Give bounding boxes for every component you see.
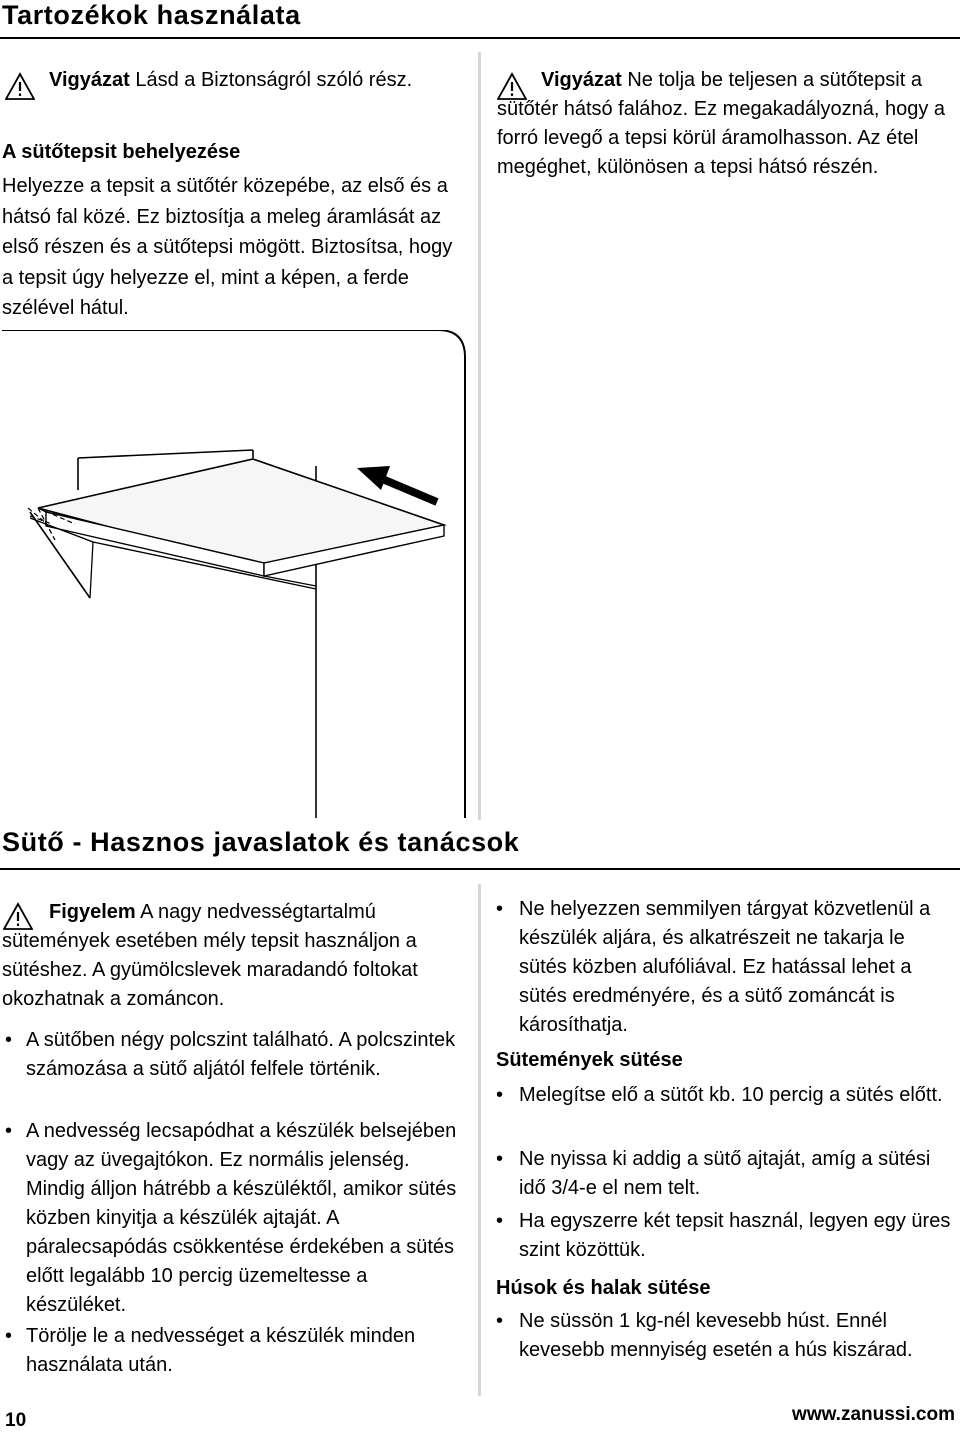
list-item: Melegítse elő a sütőt kb. 10 percig a sütés előtt. bbox=[519, 1084, 943, 1106]
warning-label: Vigyázat bbox=[541, 69, 622, 91]
list-item: Törölje le a nedvességet a készülék minden használata után. bbox=[26, 1325, 416, 1376]
bullet: • bbox=[496, 1210, 504, 1232]
intro-paragraph: Helyezze a tepsit a sütőtér közepébe, az első és a hátsó fal közé. Ez biztosítja a meleg áramlását az első részen és a sütőtepsi mögött. Biztosítsa, hogy a tepsit úgy helyezze el, mint a képen, a ferde szélével hátul. bbox=[2, 175, 453, 319]
caution-text: A nagy nedvességtartalmú sütemények esetében mély tepsit használjon a sütéshez. A gyümölcslevek maradandó foltokat okozhatnak a zománcon. bbox=[2, 901, 418, 1010]
website-url: www.zanussi.com bbox=[792, 1404, 955, 1425]
bullet: • bbox=[5, 1325, 13, 1347]
subheading-cakes: Sütemények sütése bbox=[496, 1049, 683, 1071]
list-item: A nedvesség lecsapódhat a készülék belsejében vagy az üvegajtókon. Ez normális jelenség. Mindig álljon hátrébb a készüléktől, amikor sütés közben kinyitja a készülék ajtaját. A páralecsapódás csökkentése érdekében a sütés előtt legalább 10 percig üzemeltesse a készüléket. bbox=[26, 1120, 457, 1316]
bullet: • bbox=[5, 1029, 13, 1051]
column-divider bbox=[478, 52, 481, 820]
caution-note bbox=[2, 898, 452, 1014]
caution-label: Figyelem bbox=[49, 901, 136, 923]
section-title: Tartozékok használata bbox=[2, 0, 301, 30]
title-rule bbox=[0, 37, 960, 39]
warning-right bbox=[497, 66, 955, 182]
subheading-meat: Húsok és halak sütése bbox=[496, 1277, 711, 1299]
list-item: Ne nyissa ki addig a sütő ajtaját, amíg a sütési idő 3/4-e el nem telt. bbox=[519, 1148, 931, 1199]
list-item: Ha egyszerre két tepsit használ, legyen egy üres szint közöttük. bbox=[519, 1210, 951, 1261]
bullet: • bbox=[496, 898, 504, 920]
warning-left bbox=[49, 66, 419, 95]
warning-label: Vigyázat bbox=[49, 69, 130, 91]
column-divider bbox=[478, 884, 481, 1396]
list-item: Ne süssön 1 kg-nél kevesebb húst. Ennél kevesebb mennyiség esetén a hús kiszárad. bbox=[519, 1310, 913, 1361]
section-title: Sütő - Hasznos javaslatok és tanácsok bbox=[2, 827, 520, 857]
bullet: • bbox=[496, 1310, 504, 1332]
warning-triangle-icon bbox=[5, 72, 35, 100]
baking-tray-illustration bbox=[0, 330, 470, 820]
bullet: • bbox=[496, 1084, 504, 1106]
page-number: 10 bbox=[5, 1410, 27, 1431]
push-arrow-icon bbox=[357, 466, 437, 502]
list-item: Ne helyezzen semmilyen tárgyat közvetlenül a készülék aljára, és alkatrészeit ne takarja le sütés közben alufóliával. Ez hatással lehet a sütés eredményére, és a sütő zománcát is károsíthatja. bbox=[519, 898, 931, 1036]
warning-text: Lásd a Biztonságról szóló rész. bbox=[129, 69, 413, 91]
subheading: A sütőtepsit behelyezése bbox=[2, 141, 241, 163]
bullet: • bbox=[496, 1148, 504, 1170]
list-item: A sütőben négy polcszint található. A polcszintek számozása a sütő aljától felfele történik. bbox=[26, 1029, 456, 1080]
title-rule bbox=[0, 868, 960, 870]
warning-text: Ne tolja be teljesen a sütőtepsit a sütőtér hátsó falához. Ez megakadályozná, hogy a forró levegő a tepsi körül áramolhasson. Az étel megéghet, különösen a tepsi hátsó részén. bbox=[497, 69, 946, 178]
bullet: • bbox=[5, 1120, 13, 1142]
